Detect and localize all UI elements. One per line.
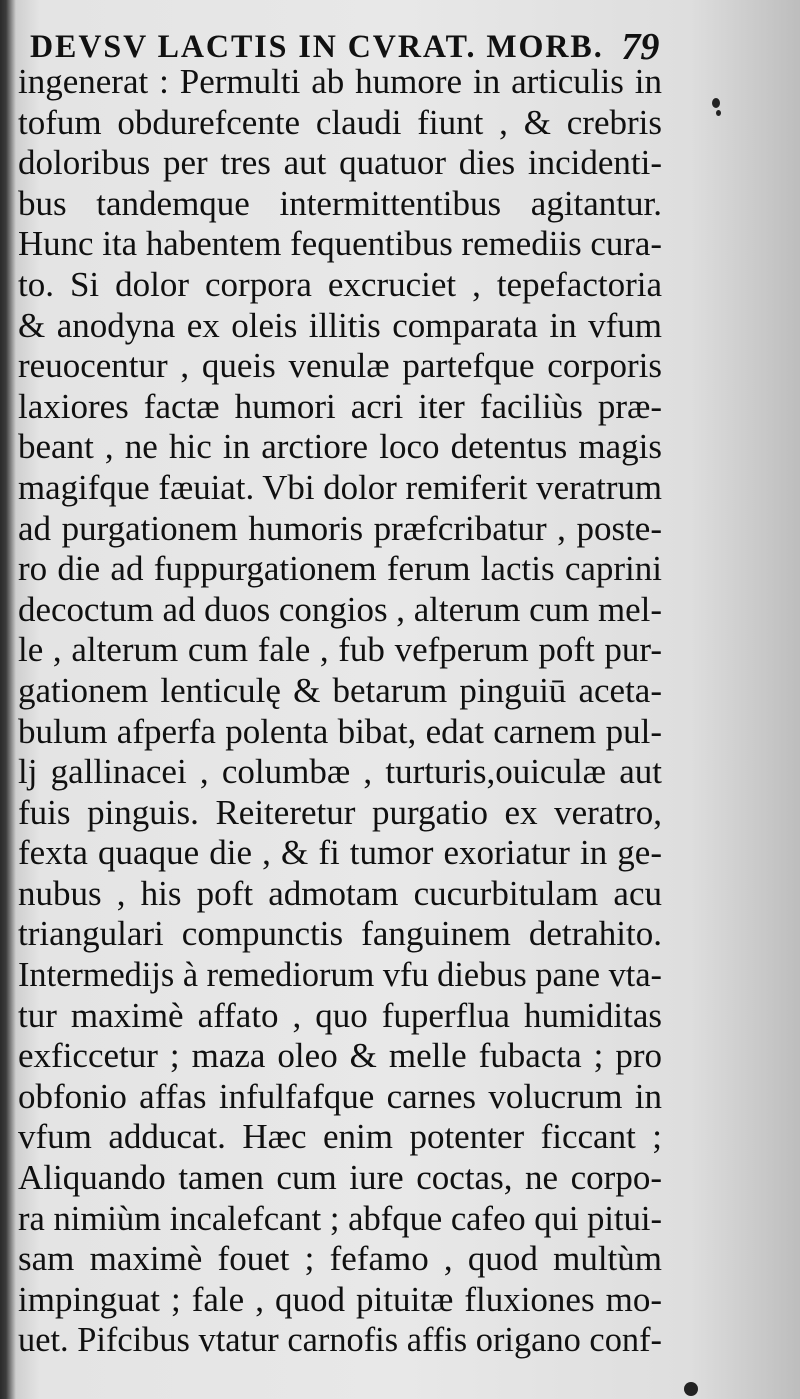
text-line: impinguat ; fale , quod pituitæ fluxiones mo-	[18, 1279, 662, 1319]
text-line: fexta quaque die , & fi tumor exoriatur in ge-	[18, 833, 662, 873]
text-line: uet. Pifcibus vtatur carnofis affis origano conf-	[18, 1320, 662, 1360]
text-line: tur maximè affato , quo fuperflua humiditas	[18, 995, 662, 1035]
text-line: Intermedijs à remediorum vfu diebus pane vta-	[18, 955, 662, 995]
text-line: Aliquando tamen cum iure coctas, ne corpo-	[18, 1158, 662, 1198]
text-line: decoctum ad duos congios , alterum cum mel-	[18, 589, 662, 629]
text-line: triangulari compunctis fanguinem detrahito.	[18, 914, 662, 954]
page-number: 79	[621, 26, 660, 68]
text-line: Hunc ita habentem fequentibus remediis cura-	[18, 224, 662, 264]
body-text	[18, 62, 662, 1361]
text-line: lj gallinacei , columbæ , turturis,ouiculæ aut	[18, 752, 662, 792]
text-line: sam maximè fouet ; fefamo , quod multùm	[18, 1239, 662, 1279]
text-line: magifque fæuiat. Vbi dolor remiferit veratrum	[18, 467, 662, 507]
ink-speck	[712, 98, 720, 108]
text-line: obfonio affas infulfafque carnes volucrum in	[18, 1076, 662, 1116]
text-line: laxiores factæ humori acri iter faciliùs præ-	[18, 386, 662, 426]
text-line: & anodyna ex oleis illitis comparata in vfum	[18, 305, 662, 345]
text-line: ingenerat : Permulti ab humore in articulis in	[18, 62, 662, 101]
text-line: ro die ad fuppurgationem ferum lactis caprini	[18, 549, 662, 589]
text-line: ad purgationem humoris præfcribatur , poste-	[18, 508, 662, 548]
text-line: bus tandemque intermittentibus agitantur.	[18, 183, 662, 223]
text-line: bulum afperfa polenta bibat, edat carnem pul-	[18, 711, 662, 751]
text-line: to. Si dolor corpora excruciet , tepefactoria	[18, 264, 662, 304]
text-line: beant , ne hic in arctiore loco detentus magis	[18, 427, 662, 467]
text-line: fuis pinguis. Reiteretur purgatio ex veratro,	[18, 792, 662, 832]
text-line: le , alterum cum fale , fub vefperum poft pur-	[18, 630, 662, 670]
running-head: DEVSV LACTIS IN CVRAT. MORB.	[30, 29, 604, 65]
text-line: reuocentur , queis venulæ partefque corporis	[18, 346, 662, 386]
text-line: gationem lenticulę & betarum pinguiū aceta-	[18, 670, 662, 710]
text-line: nubus , his poft admotam cucurbitulam acu	[18, 873, 662, 913]
text-line: exficcetur ; maza oleo & melle fubacta ; pro	[18, 1036, 662, 1076]
text-line: ra nimiùm incalefcant ; abfque cafeo qui pitui-	[18, 1198, 662, 1238]
ink-speck	[716, 110, 721, 116]
ink-speck	[684, 1382, 698, 1396]
text-line: vfum adducat. Hæc enim potenter ficcant ;	[18, 1117, 662, 1157]
text-line: tofum obdurefcente claudi fiunt , & crebris	[18, 102, 662, 142]
page-header	[30, 14, 660, 68]
text-line: doloribus per tres aut quatuor dies incidenti-	[18, 143, 662, 183]
